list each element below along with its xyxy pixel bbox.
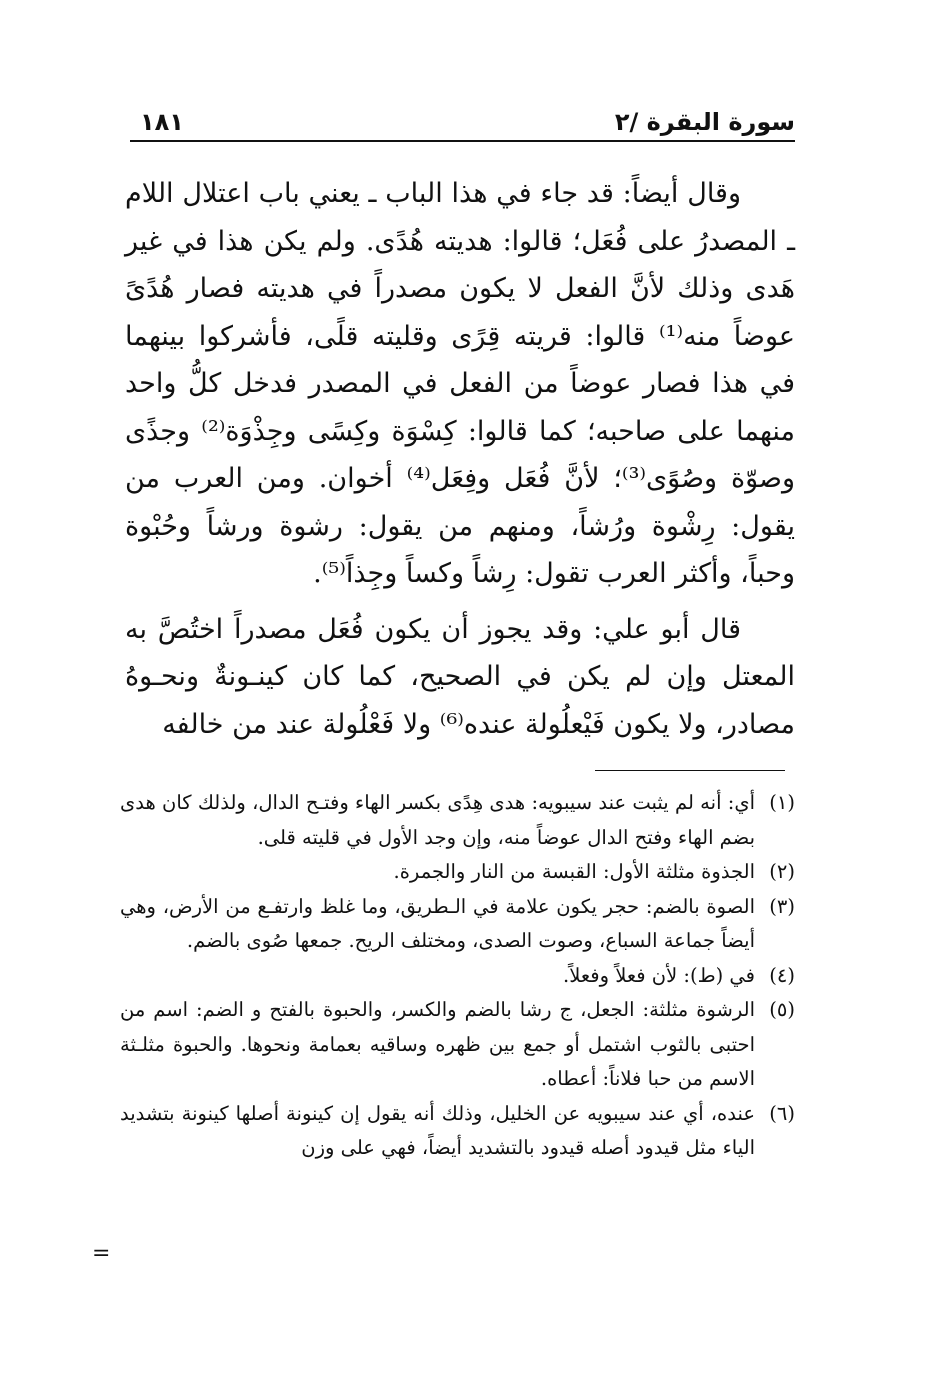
footnote-text: عنده، أي عند سيبويه عن الخليل، وذلك أنه يقول إن كينونة أصلها كينونة بتشديد الياء مثل قيدود أصله قيدود بالتشديد أيضاً، فهي على وزن: [120, 1101, 755, 1159]
footnote-number: (٣): [769, 894, 795, 918]
footnote: [120, 959, 795, 994]
header-divider: [130, 140, 795, 142]
footnote-text: أي: أنه لم يثبت عند سيبويه: هدى هِدًى بكسر الهاء وفتـح الدال، ولذلك كان هدى بضم الهاء وفتح الدال عوضاً منه، وإن وجد الأول في قليته قلى.: [120, 791, 755, 849]
main-text: [125, 170, 795, 748]
footnote-number: (١): [769, 791, 795, 814]
footnotes: [120, 786, 795, 1166]
footnote-text: الصوة بالضم: حجر يكون علامة في الـطريق، وما غلظ وارتفـع من الأرض، وهي أيضاً جماعة السباع، وصوت الصدى، ومختلف الريح. جمعها صُوى بالضم.: [120, 894, 755, 952]
footnote-number: (٤): [769, 963, 795, 987]
footnote: [120, 890, 795, 959]
page-number: ١٨١: [140, 108, 184, 136]
continuation-mark: =: [92, 1241, 111, 1266]
footnote: [120, 1097, 795, 1166]
footnote-text: في (ط): لأن فعلاً وفعلاً.: [563, 963, 755, 987]
footnote-divider: [595, 770, 785, 771]
paragraph: قال أبو علي: وقد يجوز أن يكون فُعَل مصدراً اختُصَّ به المعتل وإن لم يكن في الصحيح، كما كان كينـونةٌ ونحـوهُ مصادر، ولا يكون فَيْعلُولة عنده⁽⁶⁾ ولا فَعْلُولة عند من خالفه: [125, 613, 795, 740]
footnote-number: (٦): [769, 1101, 795, 1125]
footnote: [120, 786, 795, 855]
paragraph: وقال أيضاً: قد جاء في هذا الباب ـ يعني باب اعتلال اللام ـ المصدرُ على فُعَل؛ قالوا: هديته هُدًى. ولم يكن هذا في غير هَدى وذلك لأنَّ الفعل لا يكون مصدراً في هديته فصار هُدًىً عوضاً منه⁽¹⁾ قالوا: قريته قِرًى وقليته قلًى، فأشركوا بينهما في هذا فصار عوضاً من الفعل في المصدر فدخل كلُّ واحد منهما على صاحبه؛ كما قالوا: كِسْوَة وكِسًى وجِذْوَة⁽²⁾ وجذًى وصوّة وصُوًى⁽³⁾؛ لأنَّ فُعَل وفِعَل⁽⁴⁾ أخوان. ومن العرب من يقول: رِشْوة ورُشاً، ومنهم من يقول: رشوة ورشاً وحُبْوة وحباً، وأكثر العرب تقول: رِشاً وكساً وجِذاً⁽⁵⁾.: [125, 178, 796, 589]
footnote-number: (٢): [769, 860, 795, 883]
footnote: [120, 993, 795, 1097]
running-title: سورة البقرة /٢: [614, 108, 795, 136]
footnote-number: (٥): [769, 998, 795, 1021]
footnote-text: الجذوة مثلثة الأول: القبسة من النار والجمرة.: [393, 860, 755, 883]
footnote: [120, 855, 795, 890]
page-header: [130, 104, 795, 140]
footnote-text: الرشوة مثلثة: الجعل، ج رشا بالضم والكسر، والحبوة بالفتح و الضم: اسم من احتبى بالثوب اشتمل أو جمع بين ظهره وساقيه بعمامة ونحوها. والحبوة مثلـثة الاسم من حبا فلاناً: أعطاه.: [120, 998, 755, 1090]
